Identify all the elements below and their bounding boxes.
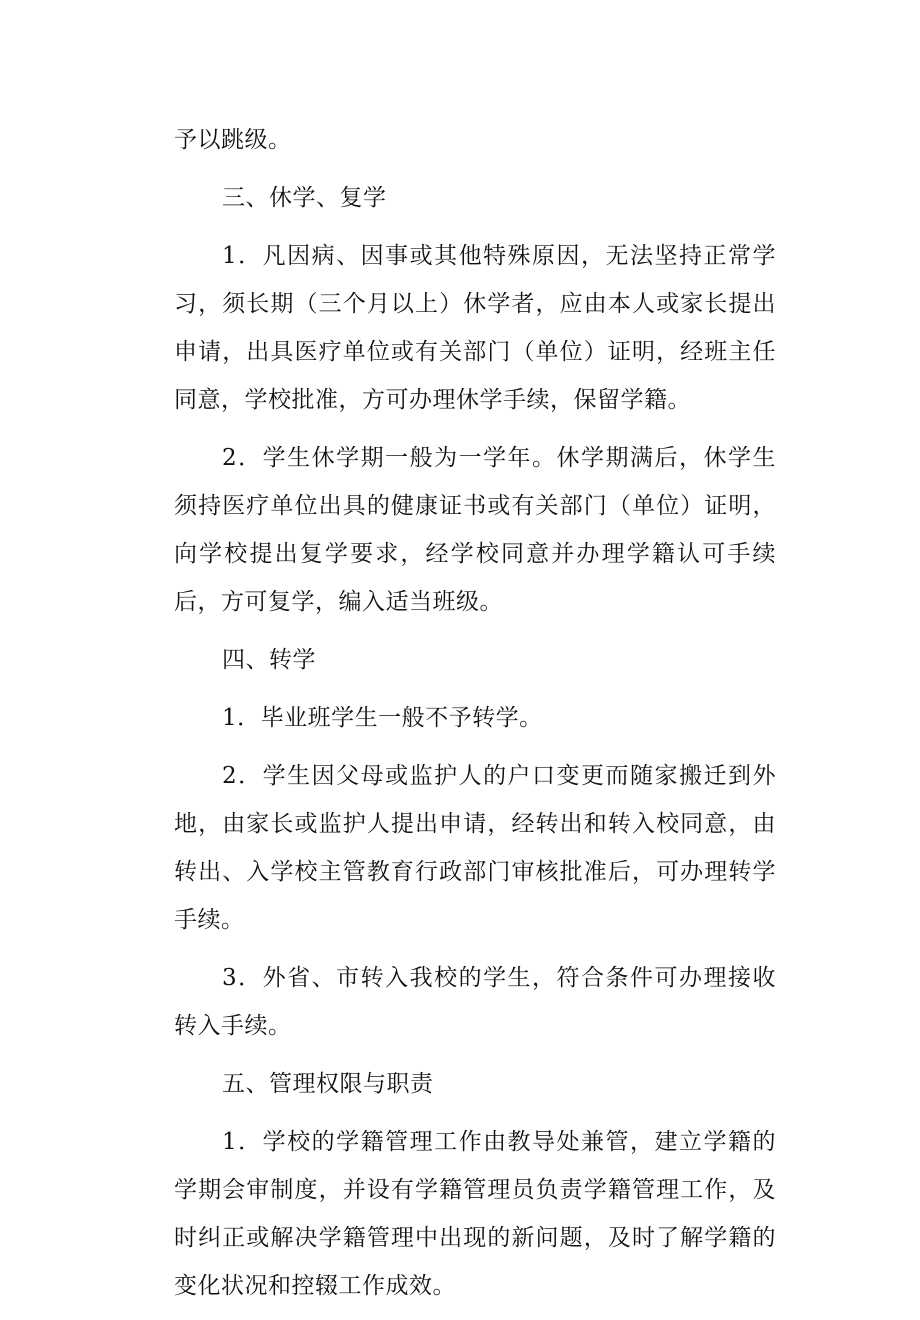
section-heading-transfer: 四、转学 — [222, 647, 316, 673]
paragraph-management-1: 1．学校的学籍管理工作由教导处兼管，建立学籍的学期会审制度，并设有学籍管理员负责学籍管理工作，及时纠正或解决学籍管理中出现的新问题，及时了解学籍的变化状况和控辍工作成效。 — [174, 1129, 776, 1299]
paragraph-transfer-1: 1．毕业班学生一般不予转学。 — [222, 705, 543, 731]
document-body — [174, 116, 776, 1320]
paragraph-continuation: 予以跳级。 — [174, 127, 292, 153]
paragraph-transfer-3: 3．外省、市转入我校的学生，符合条件可办理接收转入手续。 — [174, 965, 776, 1039]
paragraph-suspension-1: 1．凡因病、因事或其他特殊原因，无法坚持正常学习，须长期（三个月以上）休学者，应由本人或家长提出申请，出具医疗单位或有关部门（单位）证明，经班主任同意，学校批准，方可办理休学手续，保留学籍。 — [174, 243, 776, 413]
section-heading-suspension-resumption: 三、休学、复学 — [222, 185, 387, 211]
section-heading-management: 五、管理权限与职责 — [222, 1071, 434, 1097]
paragraph-transfer-2: 2．学生因父母或监护人的户口变更而随家搬迁到外地，由家长或监护人提出申请，经转出和转入校同意，由转出、入学校主管教育行政部门审核批准后，可办理转学手续。 — [174, 763, 776, 933]
paragraph-suspension-2: 2．学生休学期一般为一学年。休学期满后，休学生须持医疗单位出具的健康证书或有关部门（单位）证明，向学校提出复学要求，经学校同意并办理学籍认可手续后，方可复学，编入适当班级。 — [174, 445, 776, 615]
